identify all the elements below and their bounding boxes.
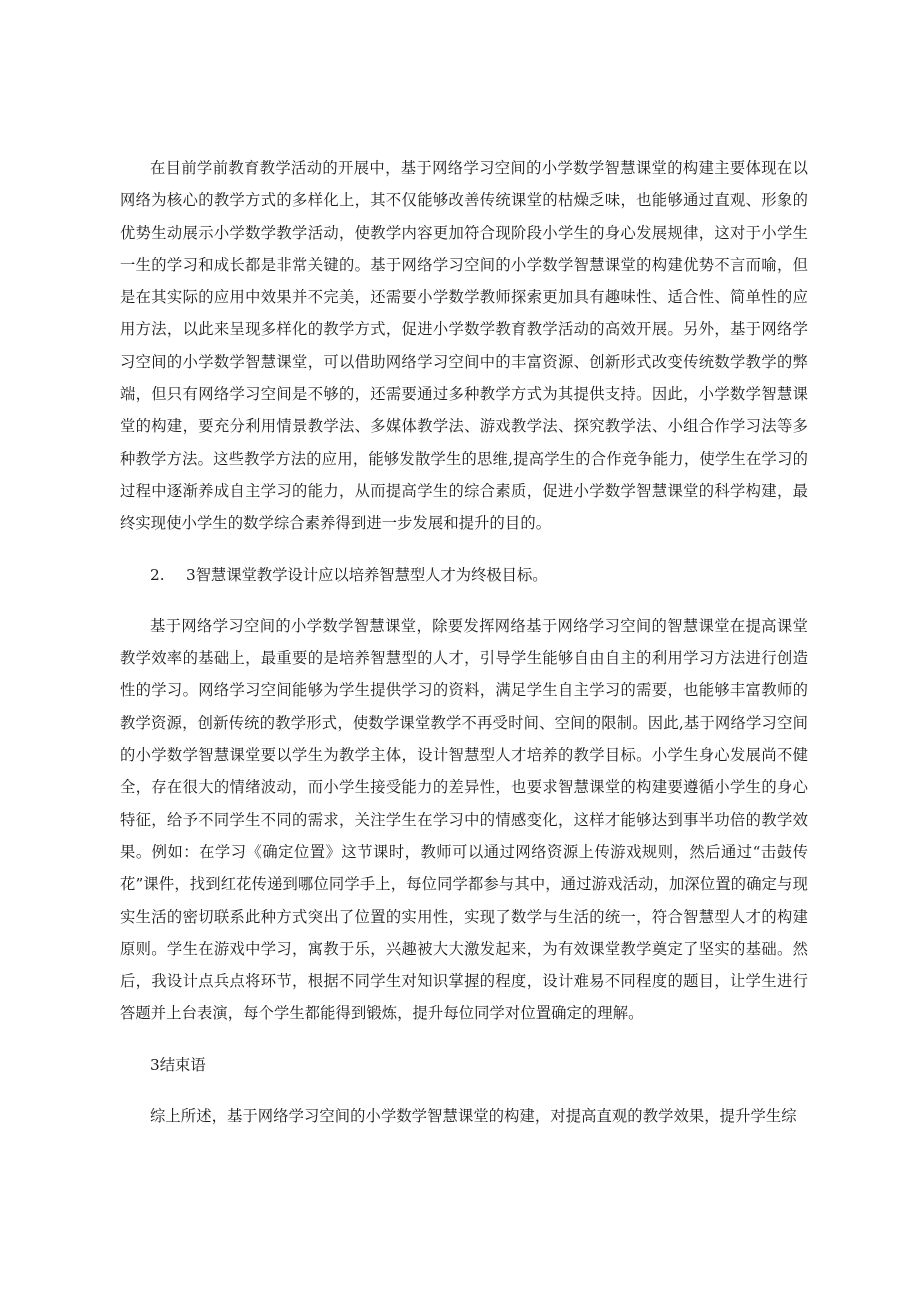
section-heading-conclusion: 3结束语	[150, 1055, 206, 1074]
paragraph-gap	[120, 540, 808, 559]
paragraph-gap	[120, 1030, 808, 1049]
body-paragraph: 在目前学前教育教学活动的开展中，基于网络学习空间的小学数学智慧课堂的构建主要体现在以网络为核心的教学方式的多样化上，其不仅能够改善传统课堂的枯燥乏味，也能够通过直观、形象的优势生动展示小学数学教学活动，使教学内容更加符合现阶段小学生的身心发展规律，这对于小学生一生的学习和成长都是非常关键的。基于网络学习空间的小学数学智慧课堂的构建优势不言而喻，但是在其实际的应用中效果并不完美，还需要小学数学教师探索更加具有趣味性、适合性、简单性的应用方法，以此来呈现多样化的教学方式，促进小学数学教育教学活动的高效开展。另外，基于网络学习空间的小学数学智慧课堂，可以借助网络学习空间中的丰富资源、创新形式改变传统数学教学的弊端，但只有网络学习空间是不够的，还需要通过多种教学方式为其提供支持。因此，小学数学智慧课堂的构建，要充分利用情景教学法、多媒体教学法、游戏教学法、探究教学法、小组合作学习法等多种教学方法。这些教学方法的应用，能够发散学生的思维,提高学生的合作竞争能力，使学生在学习的过程中逐渐养成自主学习的能力，从而提高学生的综合素质，促进小学数学智慧课堂的科学构建，最终实现使小学生的数学综合素养得到进一步发展和提升的目的。	[120, 159, 808, 533]
body-paragraph: 综上所述，基于网络学习空间的小学数学智慧课堂的构建，对提高直观的教学效果，提升学生综	[150, 1107, 797, 1126]
section-heading-number: 2.	[150, 565, 165, 584]
body-paragraph: 基于网络学习空间的小学数学智慧课堂，除要发挥网络基于网络学习空间的智慧课堂在提高课堂教学效率的基础上，最重要的是培养智慧型的人才，引导学生能够自由自主的利用学习方法进行创造性的学习。网络学习空间能够为学生提供学习的资料，满足学生自主学习的需要，也能够丰富教师的教学资源，创新传统的教学形式，使数学课堂教学不再受时间、空间的限制。因此,基于网络学习空间的小学数学智慧课堂要以学生为教学主体，设计智慧型人才培养的教学目标。小学生身心发展尚不健全，存在很大的情绪波动，而小学生接受能力的差异性，也要求智慧课堂的构建要遵循小学生的身心特征，给予不同学生不同的需求，关注学生在学习中的情感变化，这样才能够达到事半功倍的教学效果。例如：在学习《确定位置》这节课时，教师可以通过网络资源上传游戏规则，然后通过“击鼓传花”课件，找到红花传递到哪位同学手上，每位同学都参与其中，通过游戏活动，加深位置的确定与现实生活的密切联系此种方式突出了位置的实用性，实现了数学与生活的统一，符合智慧型人才的构建原则。学生在游戏中学习，寓教于乐，兴趣被大大激发起来，为有效课堂教学奠定了坚实的基础。然后，我设计点兵点将环节，根据不同学生对知识掌握的程度，设计难易不同程度的题目，让学生进行答题并上台表演，每个学生都能得到锻炼，提升每位同学对位置确定的理解。	[120, 616, 808, 1023]
section-heading-2-3	[120, 559, 808, 591]
section-heading-text: 3智慧课堂教学设计应以培养智慧型人才为终极目标。	[186, 565, 548, 584]
paragraph-gap	[120, 591, 808, 610]
paragraph-gap	[120, 1081, 808, 1100]
document-page	[120, 152, 808, 1132]
